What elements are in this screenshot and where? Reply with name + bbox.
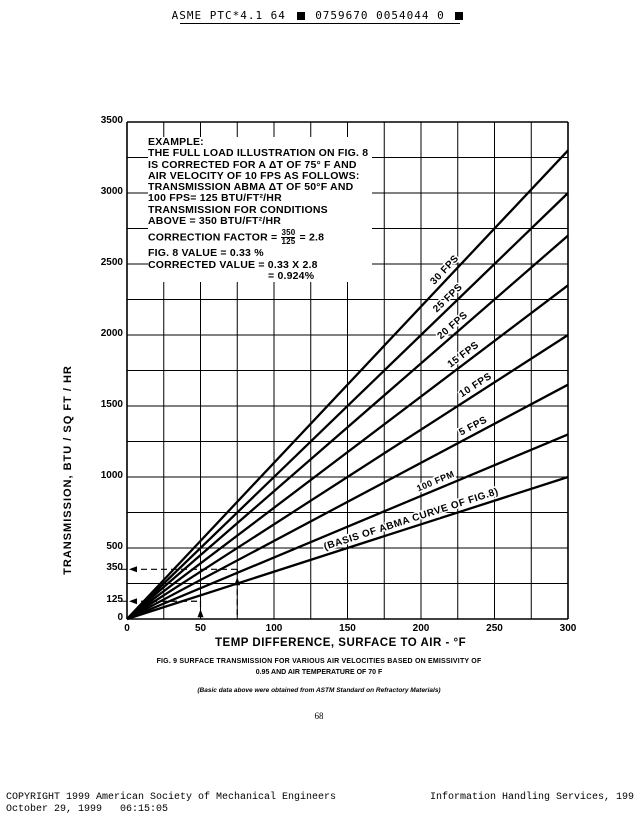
y-tick-label: 1000 (100, 470, 123, 481)
correction-fraction (281, 229, 295, 246)
arrow-up-icon (198, 609, 204, 617)
x-tick-label: 0 (124, 623, 130, 634)
x-tick-label: 150 (339, 623, 356, 634)
example-line: CORRECTED VALUE = 0.33 X 2.8 (148, 258, 318, 271)
doc-header-left: ASME PTC*4.1 64 (171, 9, 286, 22)
fraction-numerator: 350 (281, 228, 296, 238)
example-line: TRANSMISSION FOR CONDITIONS (148, 203, 328, 216)
page-number: 68 (314, 711, 324, 721)
arrow-left-icon (129, 598, 137, 604)
y-tick-label: 2000 (100, 328, 123, 339)
y-tick-label: 1500 (100, 399, 123, 410)
correction-label: CORRECTION FACTOR = (148, 231, 278, 244)
example-line: IS CORRECTED FOR A ΔT OF 75° F AND (148, 158, 357, 171)
y-tick-label: 500 (106, 541, 123, 552)
series-label: 15 FPS (445, 339, 482, 371)
y-tick-label: 350 (106, 562, 123, 574)
y-tick-label: 125 (106, 594, 123, 606)
series-label: 100 FPM (415, 468, 456, 494)
example-line: EXAMPLE: (148, 136, 204, 148)
arrow-up-icon (234, 577, 240, 585)
doc-header-mid: 0759670 0054044 0 (315, 9, 445, 22)
example-line: THE FULL LOAD ILLUSTRATION ON FIG. 8 (148, 147, 369, 160)
y-tick-label: 3500 (100, 115, 123, 126)
x-tick-label: 300 (559, 623, 577, 634)
example-line: FIG. 8 VALUE = 0.33 % (148, 247, 264, 260)
footer-provider: Information Handling Services, 199 (430, 792, 635, 803)
example-line: ABOVE = 350 BTU/FT²/HR (148, 215, 282, 228)
x-tick-label: 50 (194, 623, 207, 634)
figure-caption: FIG. 9 SURFACE TRANSMISSION FOR VARIOUS AIR VELOCITIES BASED ON EMISSIVITY OF (156, 658, 482, 665)
example-box (148, 137, 372, 282)
figure-note: (Basic data above were obtained from ASTM Standard on Refractory Materials) (197, 687, 441, 694)
series-label: 20 FPS (435, 309, 471, 342)
arrow-left-icon (129, 566, 137, 572)
figure-caption-line2: 0.95 AND AIR TEMPERATURE OF 70 F (255, 669, 383, 676)
fraction-denominator: 125 (281, 237, 296, 247)
example-line: = 0.924% (268, 269, 315, 282)
series-label: (BASIS OF ABMA CURVE OF FIG.8) (322, 486, 501, 553)
x-axis-label: TEMP DIFFERENCE, SURFACE TO AIR - °F (215, 637, 467, 649)
x-tick-label: 100 (265, 623, 283, 634)
example-line: AIR VELOCITY OF 10 FPS AS FOLLOWS: (148, 169, 360, 182)
series-label: 10 FPS (457, 371, 495, 400)
correction-result: = 2.8 (299, 231, 325, 244)
y-tick-label: 2500 (100, 257, 123, 268)
series-label: 30 FPS (428, 253, 462, 288)
series-label: 25 FPS (431, 281, 466, 315)
example-line: 100 FPS= 125 BTU/FT²/HR (148, 192, 282, 205)
series-label: 5 FPS (457, 414, 490, 439)
y-tick-label: 3000 (100, 186, 123, 197)
footer-copyright: COPYRIGHT 1999 American Society of Mechanical Engineers (6, 792, 337, 803)
example-line (148, 229, 368, 246)
example-line: TRANSMISSION ABMA ΔT OF 50°F AND (148, 181, 354, 194)
footer-date: October 29, 1999 06:15:05 (6, 804, 169, 815)
y-axis-label: TRANSMISSION, BTU / SQ FT / HR (62, 365, 74, 575)
y-tick-label: 0 (117, 612, 123, 623)
x-tick-label: 200 (412, 623, 430, 634)
x-tick-label: 250 (486, 623, 503, 634)
